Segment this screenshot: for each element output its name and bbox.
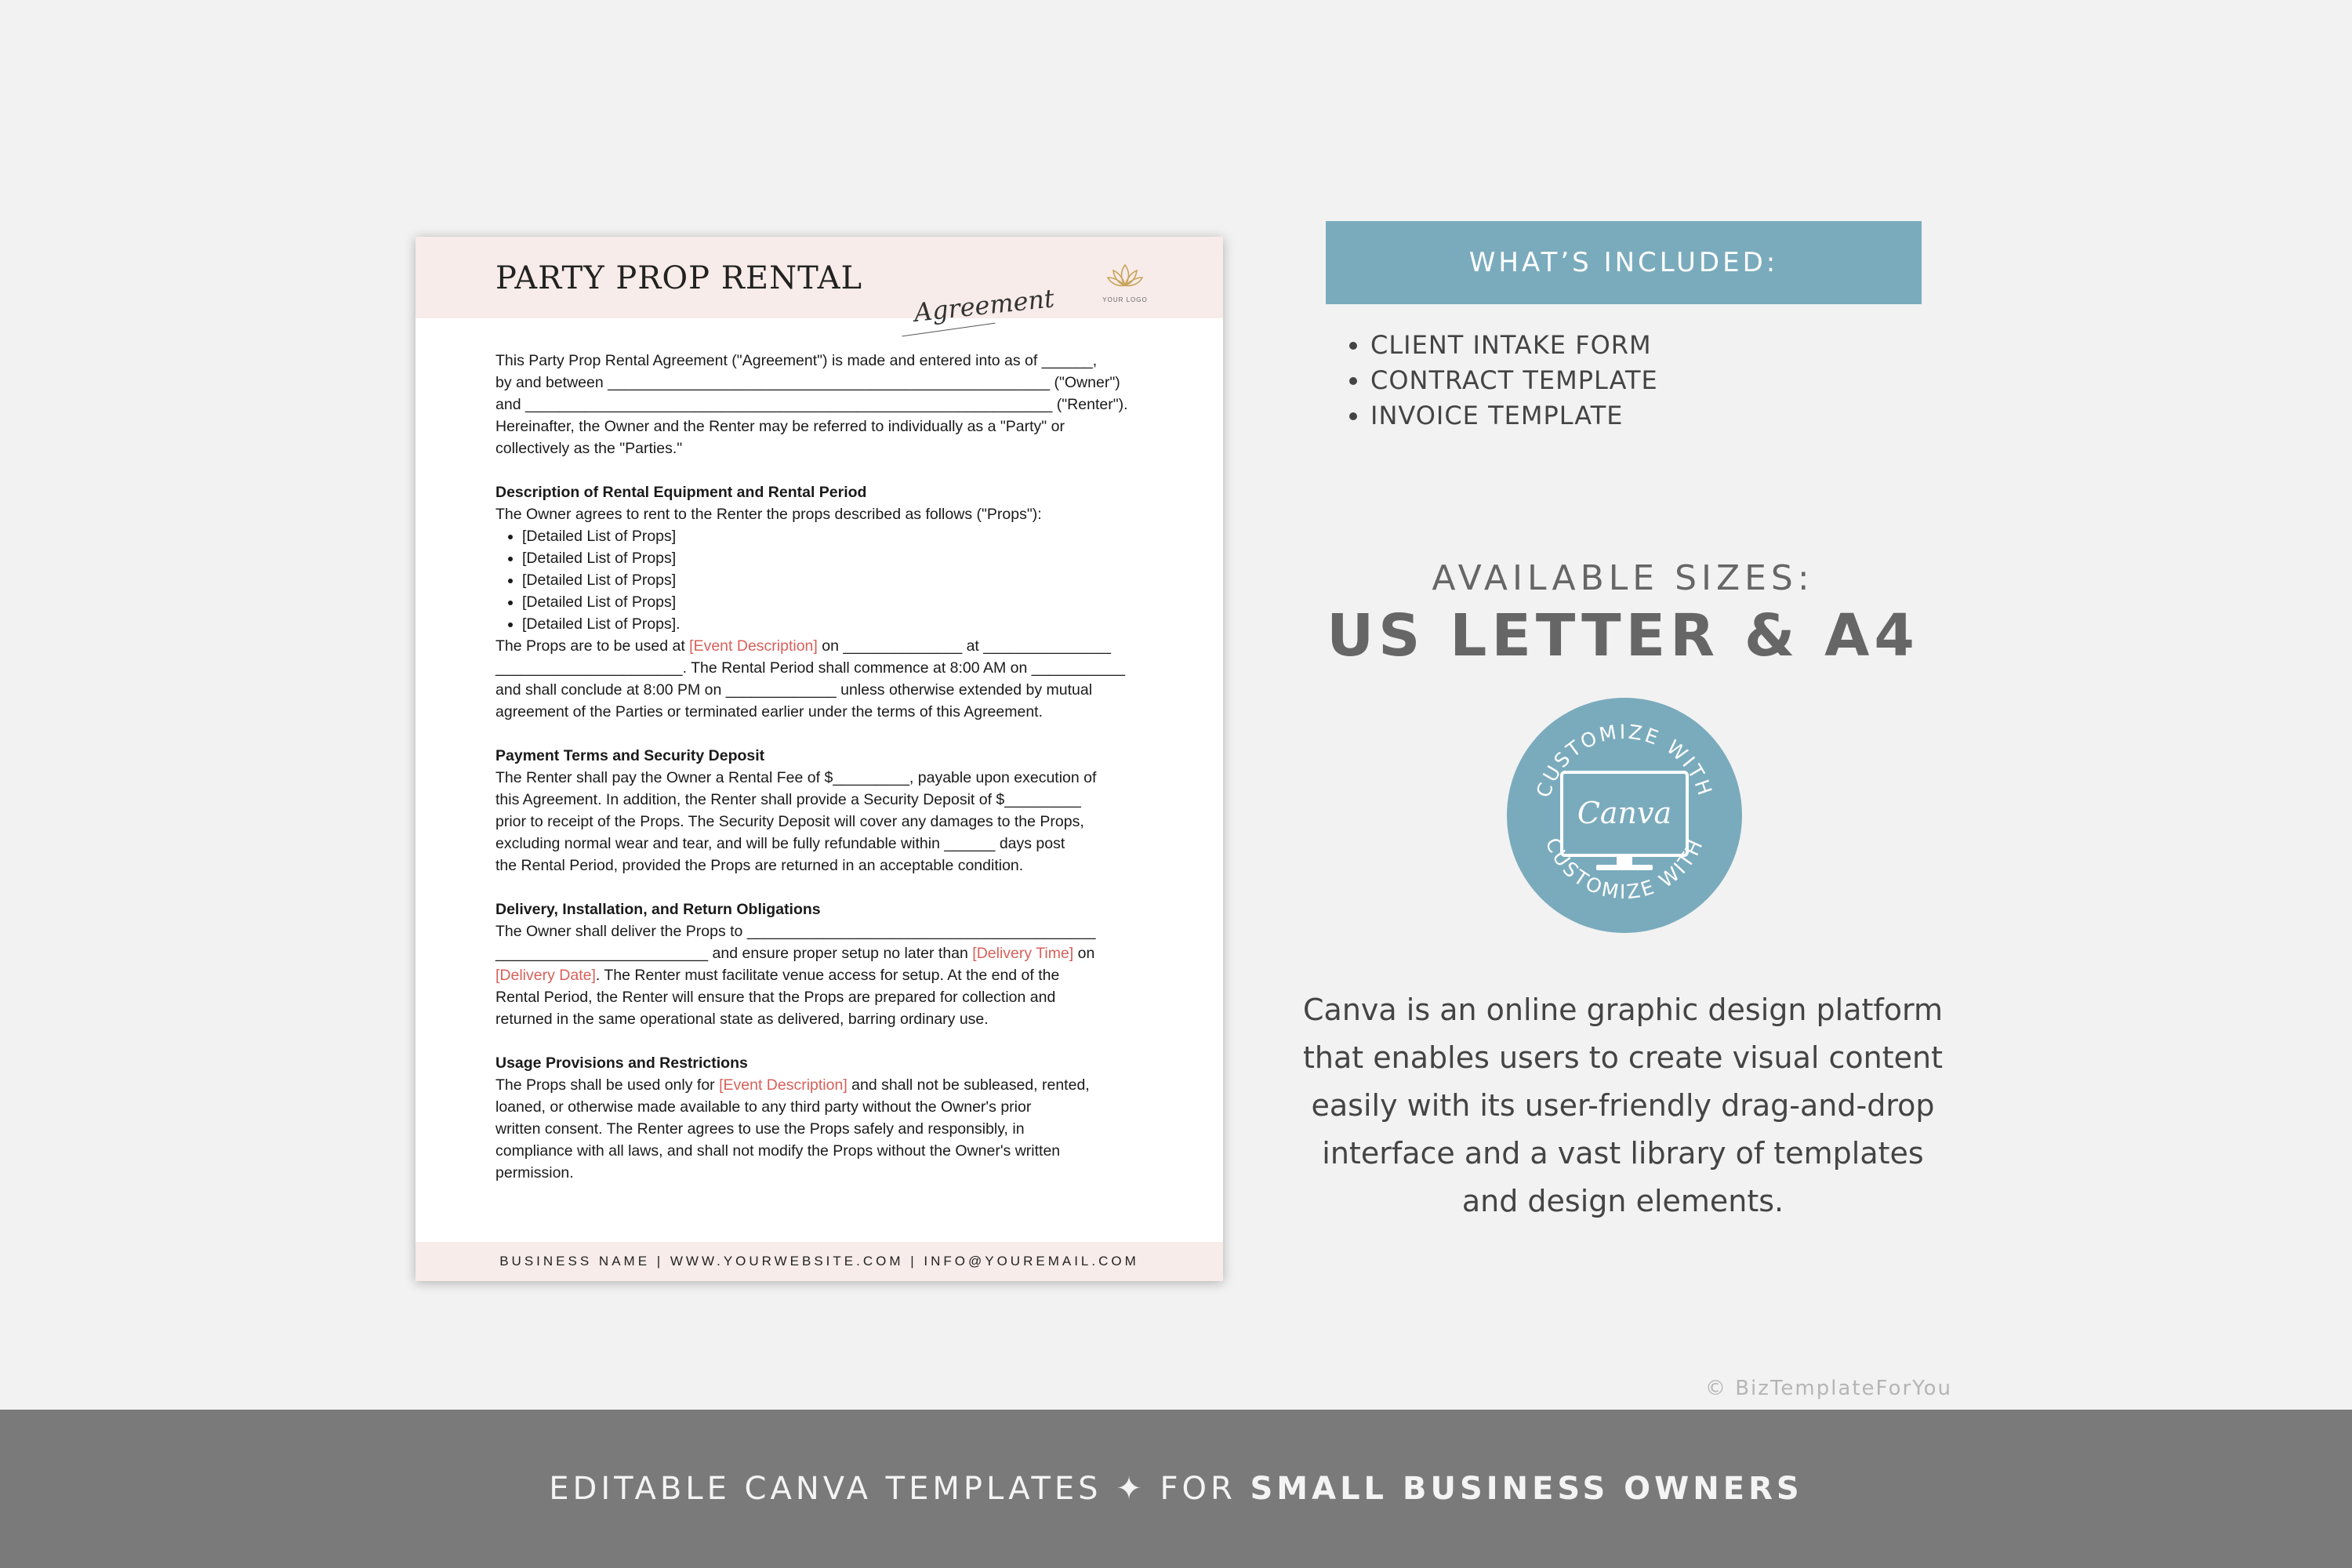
badge-top-text: CUSTOMIZE WITH <box>1531 720 1718 800</box>
placeholder-event-description: [Event Description] <box>719 1076 848 1094</box>
document-body <box>495 350 1145 1206</box>
section-lead: The Owner agrees to rent to the Renter the props described as follows ("Props"): <box>495 506 1042 523</box>
section-heading-rental-equipment: Description of Rental Equipment and Rental Period <box>495 484 867 501</box>
placeholder-event-description: [Event Description] <box>689 637 818 655</box>
payment-paragraph: The Renter shall pay the Owner a Rental Fee of $_________, payable upon execution of this Agreement. In addition, the Renter shall provide a Security Deposit of $_________ prior to receipt of the Props. The Security Deposit will cover any damages to the Props, excluding normal wear and tear, and will be fully refundable within ______ days post the Rental Period, provided the Props are returned in an acceptable condition. <box>495 769 1097 874</box>
props-list <box>495 525 1145 635</box>
delivery-paragraph: The Owner shall deliver the Props to _________________________________________ _________________________ and ensure proper setup no later than [Delivery Time] on [Delivery Date]. The Renter must facilitate venue access for setup. At the end of the Rental Period, the Renter will ensure that the Props are prepared for collection and returned in the same operational state as delivered, barring ordinary use. <box>495 923 1096 1028</box>
available-sizes-label: AVAILABLE SIZES: <box>1432 558 1814 598</box>
banner-bold: SMALL BUSINESS OWNERS <box>1250 1471 1803 1507</box>
bottom-banner <box>0 1410 2352 1568</box>
rental-period-paragraph: The Props are to be used at [Event Description] on ______________ at _______________ ______________________. The Rental Period shall commence at 8:00 AM on ___________ and shall conclude at 8:00 PM on _____________ unless otherwise extended by mutual agreement of the Parties or terminated earlier under the terms of this Agreement. <box>495 637 1126 720</box>
document-script-title: Agreement <box>913 283 1056 328</box>
list-item: • [Detailed List of Props] <box>522 525 1145 547</box>
usage-paragraph: The Props shall be used only for [Event Description] and shall not be subleased, rented, loaned, or otherwise made available to any third party without the Owner's prior written consent. The Renter agrees to use the Props safely and responsibly, in compliance with all laws, and shall not modify the Props without the Owner's written permission. <box>495 1076 1090 1181</box>
section-heading-delivery: Delivery, Installation, and Return Obligations <box>495 901 821 918</box>
list-item: • [Detailed List of Props] <box>522 569 1145 591</box>
list-item: • [Detailed List of Props]. <box>522 613 1145 635</box>
customize-with-canva-badge <box>1507 698 1742 933</box>
logo-placeholder <box>1098 260 1152 303</box>
list-item: • [Detailed List of Props] <box>522 547 1145 569</box>
section-heading-usage: Usage Provisions and Restrictions <box>495 1054 748 1072</box>
badge-bottom-text: CUSTOMIZE WITH <box>1541 834 1708 904</box>
placeholder-delivery-time: [Delivery Time] <box>972 945 1074 962</box>
list-item: • INVOICE TEMPLATE <box>1370 398 1658 434</box>
lotus-logo-icon <box>1105 260 1145 292</box>
section-heading-payment: Payment Terms and Security Deposit <box>495 747 765 764</box>
document-footer: BUSINESS NAME | WWW.YOURWEBSITE.COM | INFO@YOUREMAIL.COM <box>416 1242 1223 1281</box>
included-list <box>1339 328 1658 434</box>
copyright-text: © BizTemplateForYou <box>1704 1377 1952 1400</box>
document-page <box>416 237 1223 1281</box>
whats-included-heading: WHAT’S INCLUDED: <box>1326 221 1922 304</box>
list-item: • CLIENT INTAKE FORM <box>1370 328 1658 363</box>
list-item: • CONTRACT TEMPLATE <box>1370 363 1658 398</box>
banner-prefix: EDITABLE CANVA TEMPLATES ✦ FOR <box>549 1471 1250 1507</box>
list-item: • [Detailed List of Props] <box>522 591 1145 613</box>
intro-paragraph: This Party Prop Rental Agreement ("Agreement") is made and entered into as of ______, by and between ____________________________________________________ ("Owner") and ______________________________________________________________ ("Renter"). Hereinafter, the Owner and the Renter may be referred to individually as a "Party" or collectively as the "Parties." <box>495 352 1128 457</box>
placeholder-delivery-date: [Delivery Date] <box>495 967 596 984</box>
document-title: PARTY PROP RENTAL <box>495 260 863 296</box>
canva-description: Canva is an online graphic design platform that enables users to create visual content easily with its user-friendly drag-and-drop interface and a vast library of templates and design elements. <box>1303 993 1943 1218</box>
available-sizes-value: US LETTER & A4 <box>1327 602 1919 670</box>
canva-wordmark: Canva <box>1577 796 1672 830</box>
logo-text: YOUR LOGO <box>1102 296 1148 303</box>
